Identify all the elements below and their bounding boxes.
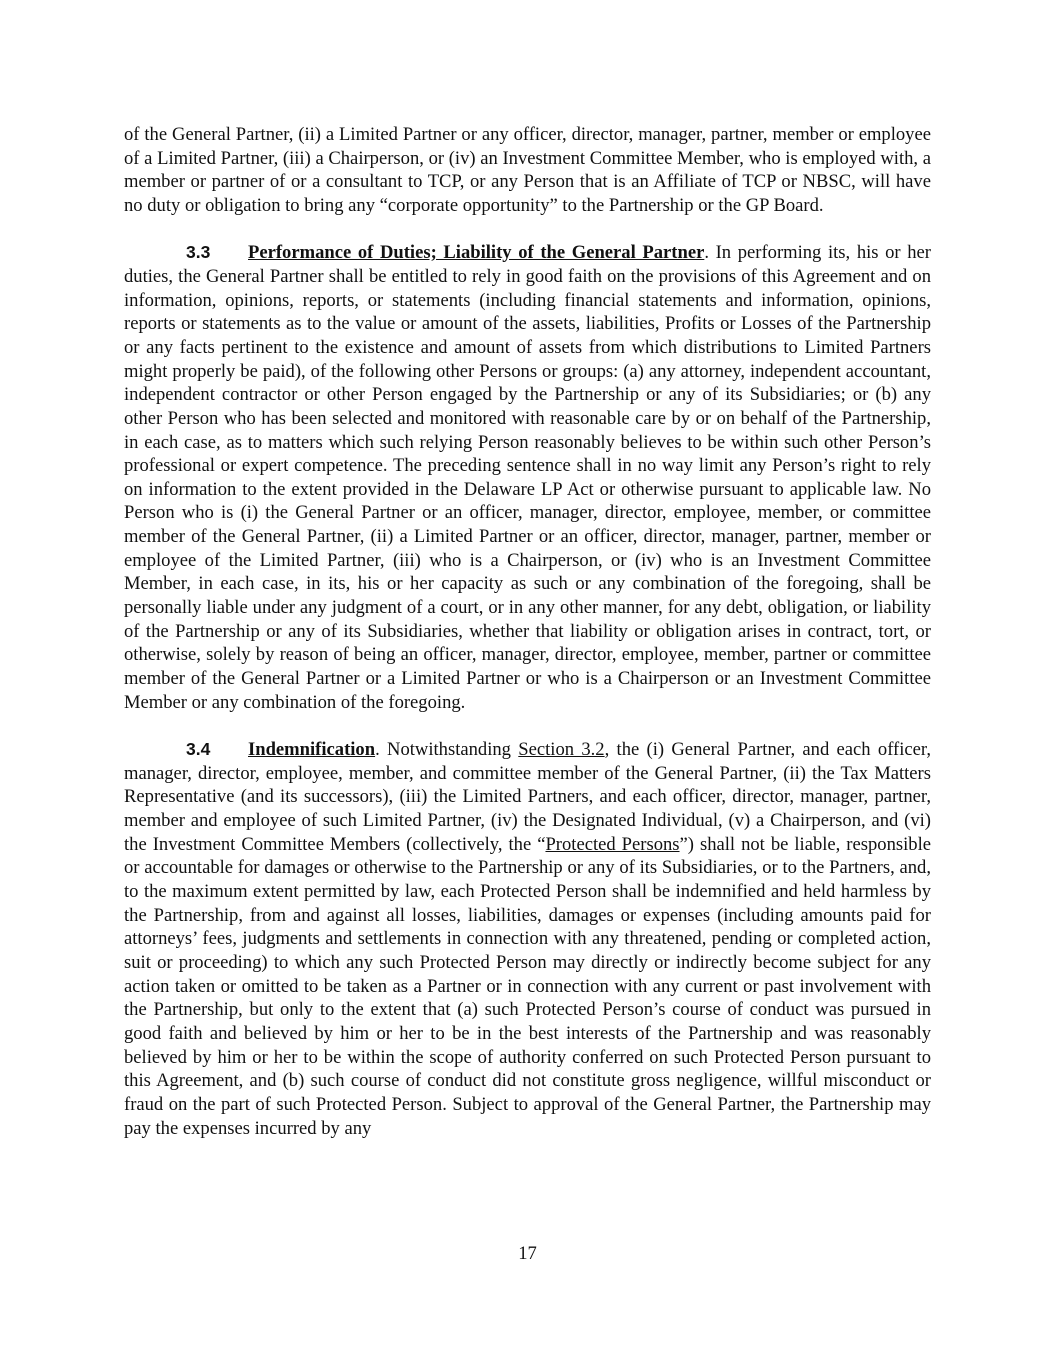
page-number: 17 — [518, 1243, 537, 1264]
section-3-4-text-b: , the (i) General Partner, and each officer, manager, director, employee, member, and committee member of the General Partner, (ii) the Tax Matters Representative (and its successors), (iii) the Limited Partners, and each officer, director, manager, partner, member and employee of such Limited Partner, (iv) the Designated Individual, (v) a Chairperson, and (vi) the Investment Committee Members (collectively, the “ — [124, 739, 932, 855]
paragraph-intro: of the General Partner, (ii) a Limited Partner or any officer, director, manager, partner, member or employee of a Limited Partner, (iii) a Chairperson, or (iv) an Investment Committee Member, who is employed with, a member or partner of or a consultant to TCP, or any Person that is an Affiliate of TCP or NBSC, will have no duty or obligation to bring any “corporate opportunity” to the Partnership or the GP Board. — [124, 124, 931, 216]
section-3-4-text-c: ”) shall not be liable, responsible or accountable for damages or otherwise to the Partnership or any of its Subsidiaries, or to the Partners, and, to the maximum extent permitted by law, each Protected Person shall be indemnified and held harmless by the Partnership, from and against all losses, liabilities, damages or expenses (including amounts paid for attorneys’ fees, judgments and settlements in connection with any threatened, pending or completed action, suit or proceeding) to which any such Protected Person may directly or indirectly become subject for any action taken or omitted to be taken as a Partner or in connection with any current or past involvement with the Partnership, but only to the extent that (a) such Protected Person’s course of conduct was pursued in good faith and believed by him or her to be in the best interests of the Partnership and was reasonably believed by him or her to be within the scope of authority conferred on such Protected Person pursuant to this Agreement, and (b) such course of conduct did not constitute gross negligence, willful misconduct or fraud on the part of such Protected Person. Subject to approval of the General Partner, the Partnership may pay the expenses incurred by any — [124, 833, 931, 1139]
defined-term: Protected Persons — [545, 833, 680, 855]
document-body — [124, 123, 931, 1164]
section-reference-link: Section 3.2 — [518, 739, 605, 761]
section-3-3 — [124, 241, 931, 714]
section-3-3-title: Performance of Duties; Liability of the General Partner — [248, 242, 705, 264]
section-3-3-text: . In performing its, his or her duties, the General Partner shall be entitled to rely in good faith on the provisions of this Agreement and on information, opinions, reports, or statements (including financial statements and information, opinions, reports or statements as to the value or amount of the assets, liabilities, Profits or Losses of the Partnership or any facts pertinent to the existence and amount of assets from which distributions to Limited Partners might properly be paid), of the following other Persons or groups: (a) any attorney, independent accountant, independent contractor or other Person engaged by the Partnership or any of its Subsidiaries; or (b) any other Person who has been selected and monitored with reasonable care by or on behalf of the Partnership, in each case, as to matters which such relying Person reasonably believes to be within such other Person’s professional or expert competence. The preceding sentence shall in no way limit any Person’s right to rely on information to the extent provided in the Delaware LP Act or otherwise pursuant to applicable law. No Person who is (i) the General Partner or an officer, manager, director, employee, member, or committee member of the General Partner, (ii) a Limited Partner or an officer, director, manager, partner, member or employee of the Limited Partner, (iii) who is a Chairperson, or (iv) who is an Investment Committee Member, in each case, in its, his or her capacity as such or any combination of the foregoing, shall be personally liable under any judgment of a court, or in any other manner, for any debt, obligation, or liability of the Partnership or any of its Subsidiaries, whether that liability or obligation arises in contract, tort, or otherwise, solely by reason of being an officer, manager, director, employee, member, partner or committee member of the General Partner or a Limited Partner or who is a Chairperson or an Investment Committee Member or any combination of the foregoing. — [124, 242, 931, 713]
section-3-4 — [124, 738, 931, 1140]
section-3-4-text-a: . Notwithstanding — [375, 739, 519, 761]
section-3-4-number: 3.4 — [186, 739, 211, 760]
section-3-3-number: 3.3 — [186, 242, 211, 263]
section-3-4-title: Indemnification — [248, 739, 376, 761]
